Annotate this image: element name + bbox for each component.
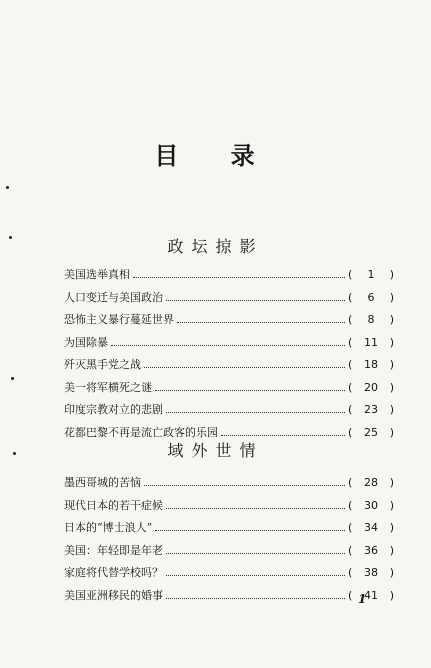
entry-page: ( 25 ) bbox=[348, 422, 394, 445]
entry-page: ( 20 ) bbox=[348, 377, 394, 400]
toc-entry bbox=[64, 472, 394, 495]
toc-entry bbox=[64, 309, 394, 332]
entry-title: 美国亚洲移民的婚事 bbox=[64, 588, 163, 602]
scan-speck bbox=[11, 377, 14, 380]
entry-title: 日本的“博士浪人” bbox=[64, 521, 153, 534]
leader-dots bbox=[166, 411, 345, 413]
page-number: 36 bbox=[364, 543, 378, 557]
page-number: 23 bbox=[364, 403, 378, 416]
entry-page: ( 30 ) bbox=[348, 495, 394, 518]
entry-title: 花都巴黎不再是流亡政客的乐园 bbox=[64, 425, 218, 439]
toc-entry bbox=[64, 354, 394, 377]
page-folio: 1 bbox=[358, 592, 367, 606]
entry-page: ( 11 ) bbox=[348, 332, 394, 355]
page-number: 28 bbox=[364, 476, 378, 489]
entry-title: 歼灭黑手党之战 bbox=[64, 358, 141, 371]
entry-title: 家庭将代替学校吗？ bbox=[64, 566, 163, 579]
entry-page: ( 23 ) bbox=[348, 399, 394, 422]
leader-dots bbox=[155, 389, 345, 391]
toc-list bbox=[64, 264, 394, 444]
toc-entry bbox=[64, 540, 394, 563]
entry-title: 美一将军横死之谜 bbox=[64, 380, 152, 394]
leader-dots bbox=[155, 529, 345, 531]
entry-page: ( 1 ) bbox=[348, 264, 394, 287]
leader-dots bbox=[166, 552, 345, 554]
entry-page: ( 28 ) bbox=[348, 472, 394, 495]
toc-entry bbox=[64, 495, 394, 518]
entry-title: 现代日本的若干症候 bbox=[64, 498, 163, 512]
page-number: 18 bbox=[364, 358, 378, 371]
page-number: 20 bbox=[364, 380, 378, 394]
toc-entry bbox=[64, 585, 394, 608]
toc-list bbox=[64, 472, 394, 607]
leader-dots bbox=[166, 597, 345, 599]
page-number: 8 bbox=[367, 313, 375, 326]
toc-entry bbox=[64, 287, 394, 310]
leader-dots bbox=[166, 299, 345, 301]
page-number: 11 bbox=[364, 335, 378, 349]
page-number: 41 bbox=[364, 588, 378, 602]
toc-entry bbox=[64, 399, 394, 422]
leader-dots bbox=[166, 574, 345, 576]
section-heading: 域外世情 bbox=[167, 441, 264, 460]
page-number: 30 bbox=[364, 498, 378, 512]
page-number: 1 bbox=[367, 268, 375, 281]
entry-title: 美国：年轻即是年老 bbox=[64, 543, 163, 557]
page-number: 6 bbox=[367, 290, 375, 304]
toc-entry bbox=[64, 377, 394, 400]
entry-page: ( 8 ) bbox=[348, 309, 394, 332]
toc-entry bbox=[64, 562, 394, 585]
entry-page: ( 41 ) bbox=[348, 585, 394, 608]
entry-title: 墨西哥城的苦恼 bbox=[64, 476, 141, 489]
leader-dots bbox=[144, 484, 345, 486]
toc-entry bbox=[64, 332, 394, 355]
leader-dots bbox=[133, 276, 345, 278]
scan-speck bbox=[6, 186, 9, 189]
entry-title: 印度宗教对立的悲剧 bbox=[64, 403, 163, 416]
entry-page: ( 18 ) bbox=[348, 354, 394, 377]
leader-dots bbox=[177, 321, 345, 323]
entry-title: 为国除暴 bbox=[64, 335, 108, 349]
toc-entry bbox=[64, 517, 394, 540]
leader-dots bbox=[111, 344, 345, 346]
entry-page: ( 38 ) bbox=[348, 562, 394, 585]
leader-dots bbox=[221, 434, 345, 436]
leader-dots bbox=[166, 507, 345, 509]
entry-title: 美国选举真相 bbox=[64, 268, 130, 281]
page-title: 目 录 bbox=[154, 142, 277, 170]
entry-page: ( 34 ) bbox=[348, 517, 394, 540]
entry-title: 人口变迁与美国政治 bbox=[64, 290, 163, 304]
section-heading: 政坛掠影 bbox=[167, 237, 264, 256]
entry-title: 恐怖主义暴行蔓延世界 bbox=[64, 313, 174, 326]
leader-dots bbox=[144, 366, 345, 368]
scan-speck bbox=[9, 236, 12, 239]
toc-entry bbox=[64, 264, 394, 287]
entry-page: ( 6 ) bbox=[348, 287, 394, 310]
page-number: 25 bbox=[364, 425, 378, 439]
page-number: 38 bbox=[364, 566, 378, 579]
entry-page: ( 36 ) bbox=[348, 540, 394, 563]
page-number: 34 bbox=[364, 521, 378, 534]
scan-speck bbox=[13, 452, 16, 455]
